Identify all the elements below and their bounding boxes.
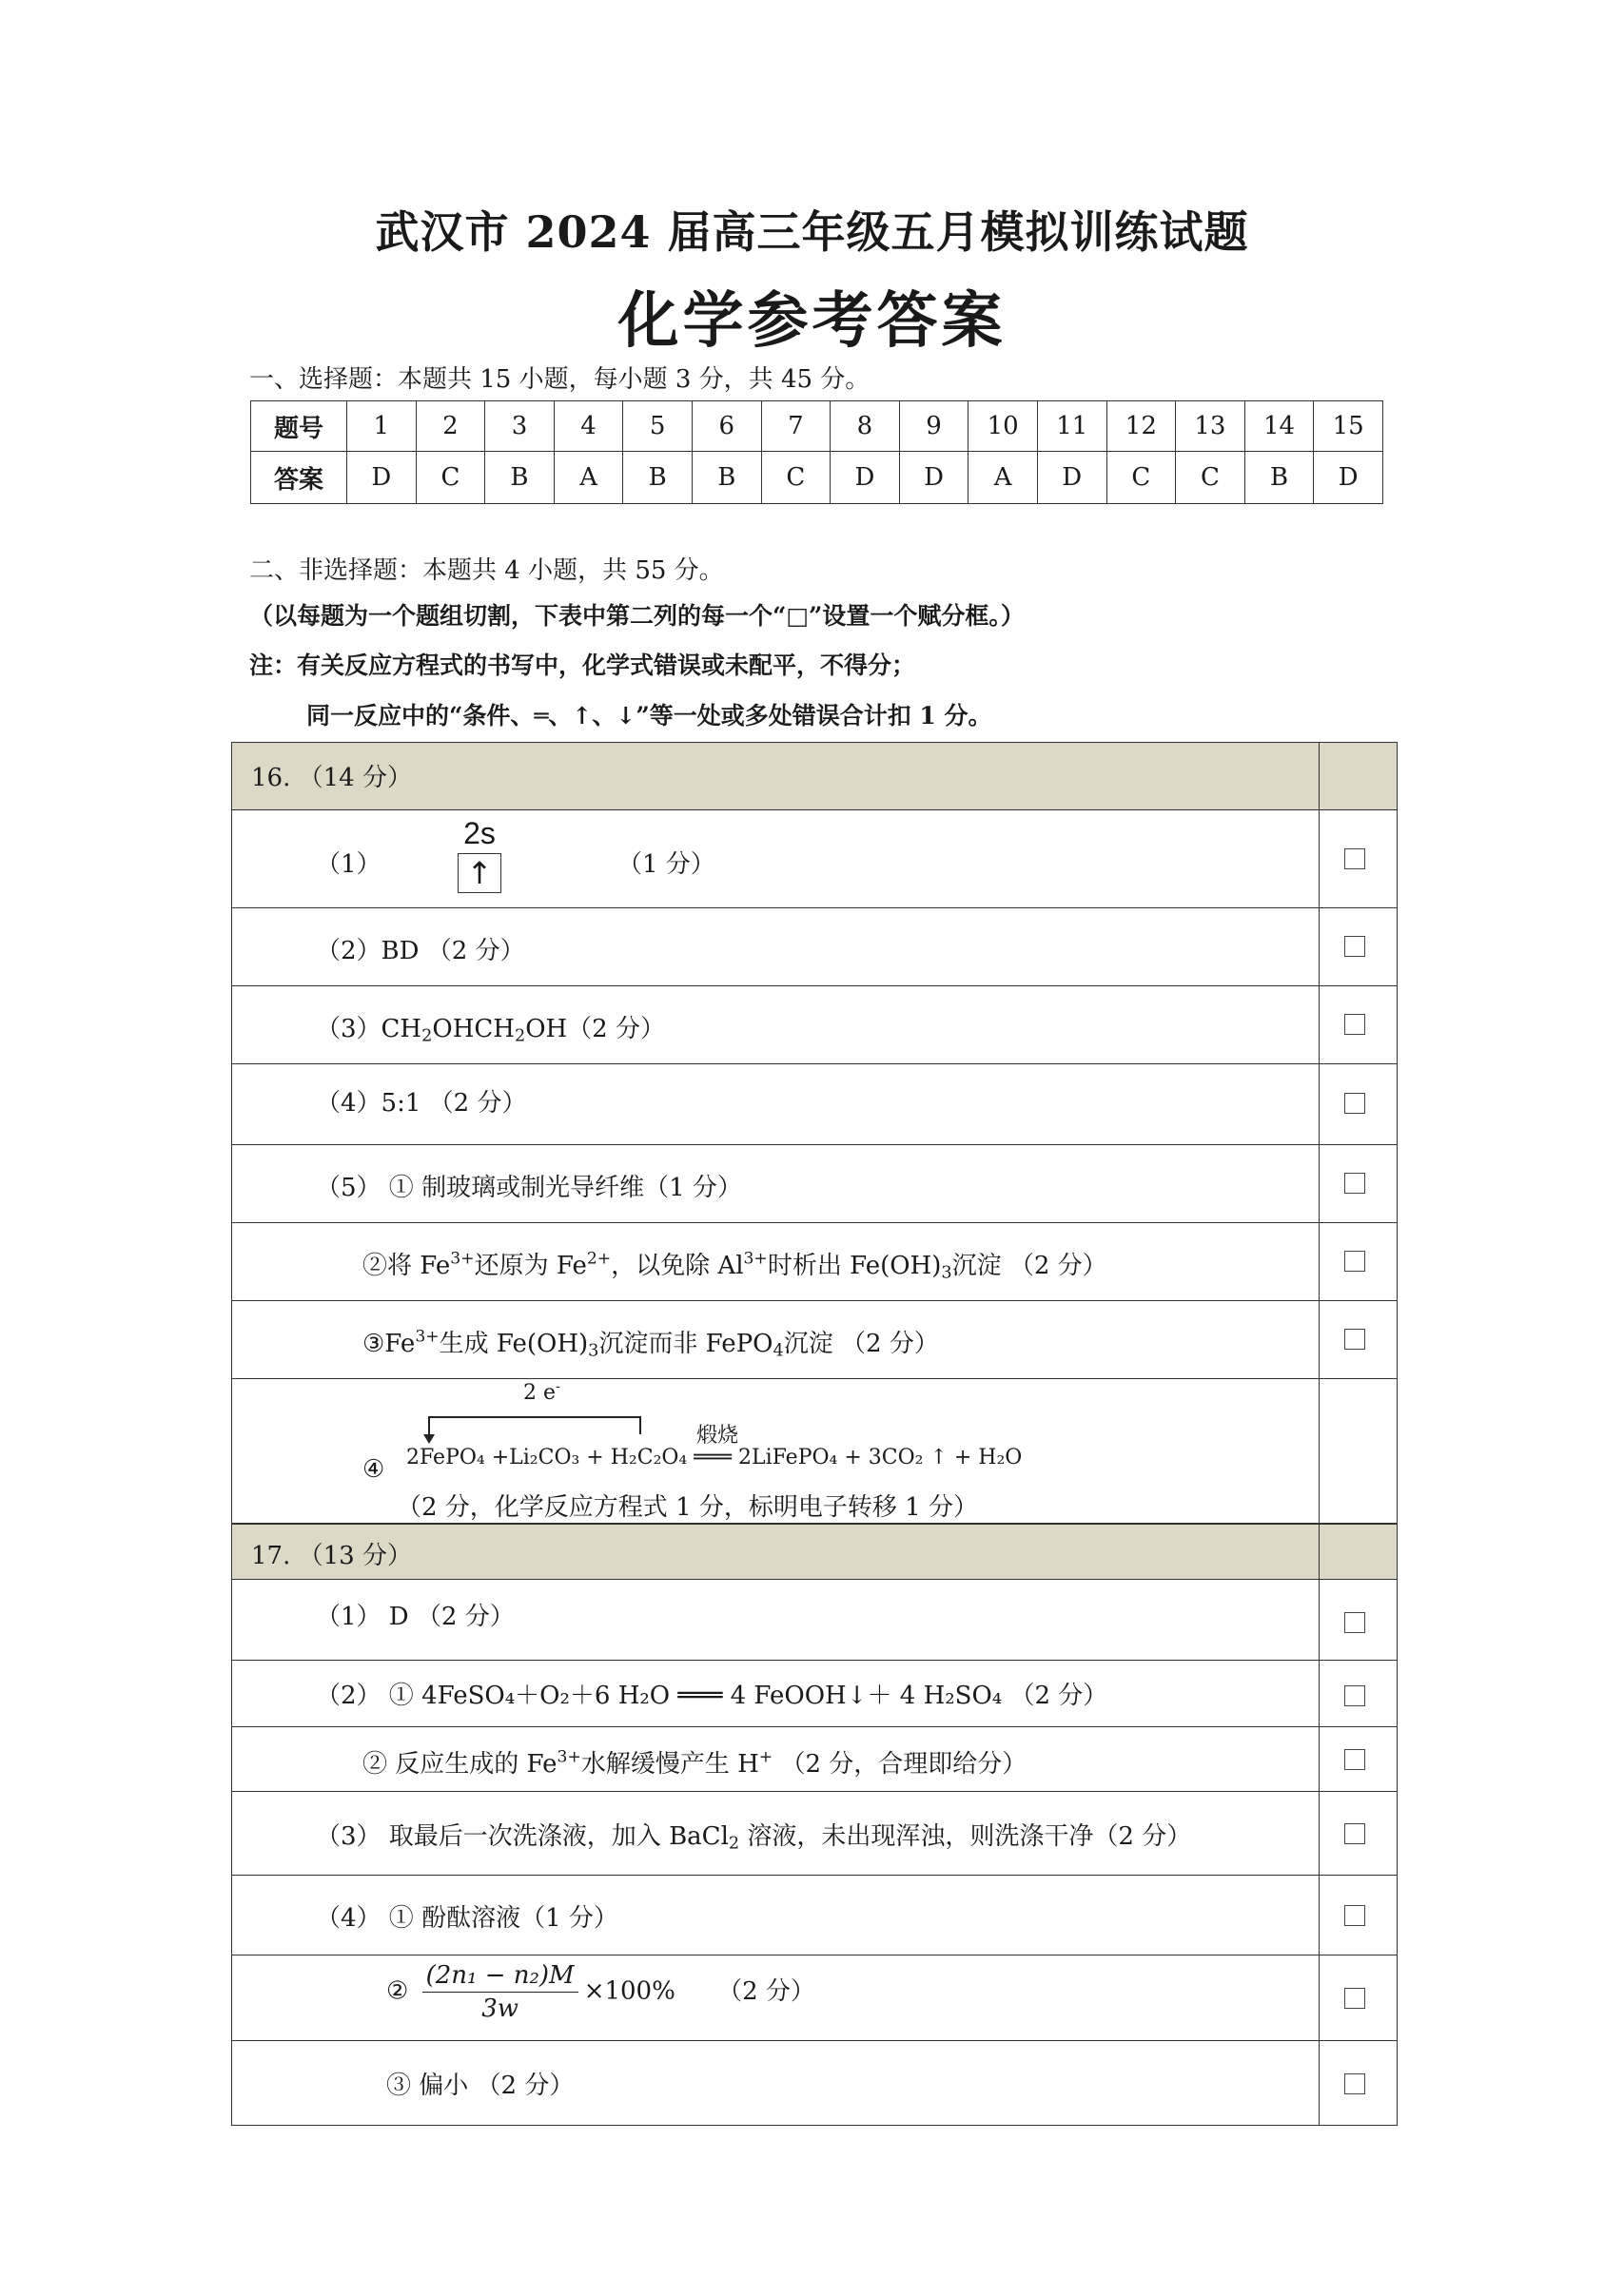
answer-text [362,1324,939,1359]
fraction [422,1961,578,2023]
question-number: 2 [416,401,485,452]
score: （1 分） [617,850,715,879]
section1-heading: 一、选择题：本题共 15 小题，每小题 3 分，共 45 分。 [249,365,871,394]
chemical-equation: 2FePO₄ +Li₂CO₃ + H₂C₂O₄ ═══ 2LiFePO₄ + 3CO₂ ↑ + H₂O [406,1446,1023,1469]
up-arrow-icon: ↑ [458,853,501,893]
orbital-diagram [453,816,506,893]
text-part: （3） 取最后一次洗涤液，加入 BaCl [316,1822,729,1851]
q16-part4-row [232,1063,1397,1144]
row-label: 题号 [251,401,347,452]
score-checkbox[interactable] [1344,1988,1365,2009]
q17-part2-1-row [232,1660,1397,1726]
score-checkbox[interactable] [1344,936,1365,957]
column-divider [1319,743,1320,1523]
circled-number: ② [386,1976,409,2006]
score: （2 分） [717,1976,815,2006]
text-part: 沉淀而非 FePO [598,1330,773,1358]
numerator: (2n₁ − n₂)M [422,1961,578,1993]
question-number: 3 [485,401,555,452]
answer-text: （1） D （2 分） [316,1603,515,1631]
subscript: 3 [588,1341,599,1361]
question-number: 11 [1037,401,1106,452]
answer-cell: B [485,452,555,504]
deduction-note: 同一反应中的“条件、═、↑、↓”等一处或多处错误合计扣 1 分。 [306,702,992,730]
question-number: 4 [554,401,623,452]
q17-table [231,1524,1398,2126]
answer-formula [386,1961,815,2023]
answer-text: （2） ① 4FeSO₄＋O₂＋6 H₂O ═══ 4 FeOOH↓＋ 4 H₂SO₄ （2 分） [316,1682,1108,1710]
subscript: 2 [421,1026,433,1046]
text-part: ，以免除 Al [611,1252,744,1280]
score-checkbox[interactable] [1344,1749,1365,1770]
text-part: 时析出 Fe(OH) [767,1252,942,1280]
text-part: （2 分，合理即给分） [773,1750,1027,1779]
score-checkbox[interactable] [1344,1612,1365,1633]
answer-cell: A [554,452,623,504]
answer-text: （2）BD （2 分） [316,937,525,965]
answer-text: ③ 偏小 （2 分） [386,2072,575,2100]
superscript: + [758,1747,773,1767]
subscript: 2 [728,1834,740,1854]
q16-part3-row [232,985,1397,1063]
grading-note: （以每题为一个题组切割，下表中第二列的每一个“□”设置一个赋分框。） [249,602,1025,630]
q17-header: 17. （13 分） [251,1542,412,1570]
answer-cell: C [1106,452,1176,504]
q17-part1-row [232,1579,1397,1660]
row-label: 答案 [251,452,347,504]
text-part: 沉淀 （2 分） [783,1330,939,1358]
score-checkbox[interactable] [1344,1905,1365,1926]
text-part: ②将 Fe [362,1252,451,1280]
answer-text [316,1009,665,1044]
section2-heading: 二、非选择题：本题共 4 小题，共 55 分。 [249,556,724,585]
q16-header: 16. （14 分） [251,764,412,792]
reaction-condition: 煅烧 [696,1424,739,1448]
q16-part5-3-row [232,1300,1397,1378]
question-number: 5 [623,401,693,452]
text-part: 溶液，未出现浑浊，则洗涤干净（2 分） [739,1822,1192,1851]
question-number: 8 [831,401,900,452]
multiple-choice-table [250,400,1383,504]
text-part: OH（2 分） [525,1015,665,1043]
text-part: 还原为 Fe [474,1252,587,1280]
score-checkbox[interactable] [1344,848,1365,869]
answer-cell: D [899,452,969,504]
question-number: 1 [347,401,417,452]
exam-title: 武汉市 2024 届高三年级五月模拟训练试题 [375,206,1249,258]
q17-header-row [232,1524,1397,1579]
q17-part4-3-row [232,2040,1397,2126]
text-part: （3）CH [316,1015,422,1043]
answer-cell: C [1176,452,1245,504]
question-number-row [251,401,1383,452]
answer-text: （4） ① 酚酞溶液（1 分） [316,1904,618,1933]
part-label: （1） [316,850,382,879]
answer-cell: B [692,452,761,504]
q17-part3-row [232,1791,1397,1875]
subscript: 3 [941,1263,952,1283]
denominator: 3w [481,1994,519,2023]
answer-cell: A [969,452,1038,504]
score-checkbox[interactable] [1344,1329,1365,1350]
answer-cell: D [1037,452,1106,504]
question-number: 15 [1314,401,1383,452]
superscript: 3+ [557,1747,581,1767]
question-number: 6 [692,401,761,452]
text-part: ② 反应生成的 Fe [362,1750,558,1779]
electron-transfer-line [429,1417,640,1440]
q16-part5-2-row [232,1222,1397,1300]
q16-part5-1-row [232,1144,1397,1222]
text-part: OHCH [432,1015,515,1043]
score-checkbox[interactable] [1344,1093,1365,1114]
superscript: 3+ [415,1327,440,1347]
answer-key-title: 化学参考答案 [617,285,1007,357]
answer-text: （5） ① 制玻璃或制光导纤维（1 分） [316,1174,742,1202]
question-number: 10 [969,401,1038,452]
question-number: 13 [1176,401,1245,452]
arrowhead-icon [423,1434,435,1444]
answer-cell: B [1244,452,1314,504]
scoring-note: （2 分，化学反应方程式 1 分，标明电子转移 1 分） [397,1493,978,1522]
question-number: 12 [1106,401,1176,452]
superscript: 3+ [743,1249,768,1269]
question-number: 7 [761,401,831,452]
question-number: 9 [899,401,969,452]
score-checkbox[interactable] [1344,1823,1365,1844]
answer-cell: C [761,452,831,504]
answer-text [316,1817,1191,1852]
score-checkbox[interactable] [1344,1014,1365,1035]
answer-cell: D [347,452,417,504]
q16-table [231,742,1398,1524]
answer-row [251,452,1383,504]
question-number: 14 [1244,401,1314,452]
score-checkbox[interactable] [1344,1173,1365,1194]
answer-cell: C [416,452,485,504]
q17-part4-1-row [232,1875,1397,1955]
equation-note: 注：有关反应方程式的书写中，化学式错误或未配平，不得分； [249,652,916,679]
q16-part5-4-row [232,1378,1397,1525]
text-part: 水解缓慢产生 H [580,1750,759,1779]
subscript: 2 [514,1026,526,1046]
column-divider [1319,1524,1320,2125]
score-checkbox[interactable] [1344,1251,1365,1272]
text-part: ③Fe [362,1330,416,1358]
circled-number: ④ [362,1455,385,1484]
superscript: 3+ [450,1249,475,1269]
subscript: 4 [773,1341,784,1361]
text-part: 生成 Fe(OH) [439,1330,589,1358]
answer-cell: D [1314,452,1383,504]
q16-part1-row [232,809,1397,907]
text-part: 沉淀 （2 分） [951,1252,1107,1280]
q16-header-row [232,743,1397,809]
answer-text: （4）5:1 （2 分） [316,1089,527,1118]
q17-part4-2-row [232,1955,1397,2040]
score-checkbox[interactable] [1344,1685,1365,1706]
orbital-label: 2s [463,816,496,850]
answer-cell: D [831,452,900,504]
q16-part2-row [232,907,1397,985]
answer-text [362,1744,1027,1780]
answer-cell: B [623,452,693,504]
q17-part2-2-row [232,1726,1397,1791]
percent-factor: ×100% [583,1976,675,2006]
score-checkbox[interactable] [1344,2073,1365,2094]
superscript: 2+ [586,1249,612,1269]
text-part: 2 e [523,1381,557,1405]
superscript: - [556,1379,560,1395]
answer-text [362,1246,1107,1281]
